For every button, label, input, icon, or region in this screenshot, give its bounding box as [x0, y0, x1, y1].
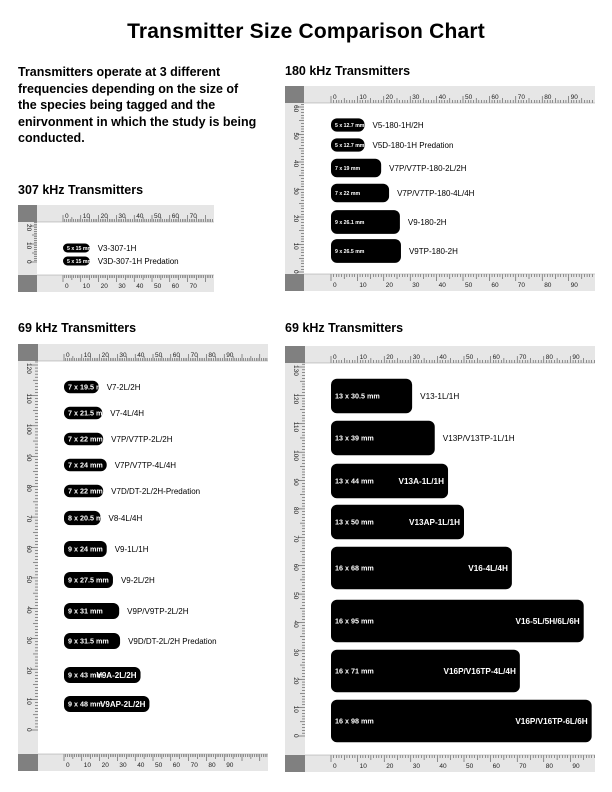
transmitter-model: V9-1L/1H	[114, 544, 149, 554]
ruler-label-side: 20	[292, 215, 299, 223]
transmitter-row	[64, 459, 176, 471]
transmitter-row	[63, 257, 179, 266]
ruler-label-top: 70	[190, 352, 198, 359]
ruler-label-side: 0	[292, 734, 299, 738]
transmitter-size: 5 x 15 mm	[67, 258, 93, 265]
transmitter-row	[331, 379, 459, 414]
ruler-label-top: 60	[492, 354, 500, 361]
ruler-label-bottom: 40	[438, 282, 446, 289]
transmitter-size: 9 x 27.5 mm	[68, 575, 109, 585]
panel-307-khz	[18, 205, 214, 292]
transmitter-row	[64, 407, 144, 419]
ruler-label-bottom: 20	[101, 762, 109, 769]
transmitter-row	[64, 633, 217, 649]
page-title: Transmitter Size Comparison Chart	[127, 20, 485, 43]
ruler-corner	[18, 205, 37, 222]
transmitter-model: V13-1L/1H	[420, 391, 460, 401]
transmitter-row	[64, 603, 189, 619]
ruler-label-bottom: 10	[82, 283, 91, 290]
ruler-label-side: 0	[25, 728, 32, 732]
transmitter-model: V7D/DT-2L/2H-Predation	[111, 486, 201, 496]
ruler-label-side: 90	[25, 454, 32, 462]
transmitter-model: V13AP-1L/1H	[409, 517, 460, 527]
ruler-label-bottom: 30	[412, 763, 421, 770]
ruler-label-top: 0	[65, 213, 69, 220]
bottom-ruler	[18, 275, 214, 292]
ruler-label-bottom: 70	[190, 762, 198, 769]
transmitter-size: 7 x 21.5 mm	[68, 408, 109, 418]
ruler-label-top: 80	[545, 354, 554, 361]
ruler-label-side: 80	[292, 506, 299, 515]
ruler-label-top: 0	[333, 354, 337, 361]
transmitter-row	[331, 159, 467, 177]
ruler-label-bottom: 70	[519, 763, 527, 770]
transmitter-size: 16 x 68 mm	[335, 563, 374, 573]
ruler-label-bottom: 70	[189, 283, 197, 290]
transmitter-row	[64, 511, 143, 525]
transmitter-row	[331, 464, 448, 499]
transmitter-model: V7P/V7TP-4L/4H	[114, 460, 177, 470]
transmitter-size: 9 x 24 mm	[68, 544, 103, 554]
ruler-label-top: 70	[189, 213, 197, 220]
ruler-label-top: 80	[544, 94, 552, 101]
transmitter-size: 7 x 24 mm	[68, 460, 103, 470]
ruler-label-top: 40	[137, 352, 145, 359]
ruler-label-side: 60	[292, 563, 299, 571]
ruler-label-bottom: 90	[226, 762, 234, 769]
ruler-label-side: 70	[25, 515, 32, 523]
transmitter-model: V8-4L/4H	[108, 513, 143, 523]
ruler-label-top: 20	[385, 94, 394, 101]
transmitter-size: 5 x 12.7 mm	[335, 142, 365, 149]
ruler-label-bottom: 50	[466, 763, 474, 770]
transmitter-size: 7 x 22 mm	[68, 486, 103, 496]
transmitter-row	[331, 505, 464, 540]
transmitter-model: V7P/V7TP-180-2L/2H	[389, 163, 467, 173]
ruler-label-bottom: 20	[386, 763, 394, 770]
ruler-label-bottom: 90	[570, 282, 578, 289]
transmitter-model: V9-2L/2H	[120, 575, 155, 585]
transmitter-model: V13A-1L/1H	[398, 476, 445, 486]
ruler-corner	[285, 755, 305, 772]
ruler-label-top: 40	[136, 213, 144, 220]
ruler-label-bottom: 50	[155, 762, 163, 769]
transmitter-size: 7 x 19.5 mm	[68, 382, 109, 392]
transmitter-row	[331, 210, 447, 234]
ruler-label-top: 10	[359, 94, 367, 101]
top-ruler	[18, 205, 214, 222]
ruler-label-top: 40	[439, 354, 447, 361]
ruler-label-side: 0	[292, 270, 299, 274]
transmitter-size: 9 x 48 mm	[68, 699, 103, 709]
ruler-label-bottom: 0	[66, 762, 70, 769]
ruler-label-bottom: 70	[517, 282, 526, 289]
ruler-label-bottom: 0	[333, 282, 337, 289]
ruler-chart-180	[285, 86, 595, 291]
ruler-label-bottom: 80	[545, 763, 554, 770]
ruler-corner	[18, 344, 38, 361]
ruler-label-bottom: 20	[385, 282, 394, 289]
transmitter-row	[331, 184, 475, 202]
ruler-label-side: 130	[292, 365, 299, 376]
ruler-chart-69a	[18, 344, 268, 771]
ruler-label-bottom: 10	[359, 763, 367, 770]
ruler-label-bottom: 30	[412, 282, 420, 289]
transmitter-row	[63, 244, 137, 253]
ruler-label-bottom: 40	[439, 763, 447, 770]
ruler-label-side: 40	[292, 160, 299, 168]
ruler-label-side: 20	[25, 667, 32, 675]
transmitter-size: 13 x 50 mm	[335, 517, 374, 527]
transmitter-model: V9TP-180-2H	[408, 246, 458, 256]
transmitter-size: 7 x 19 mm	[335, 165, 361, 172]
ruler-label-side: 10	[292, 705, 299, 713]
ruler-label-bottom: 50	[154, 283, 162, 290]
ruler-label-top: 0	[333, 94, 337, 101]
transmitter-size: 7 x 22 mm	[335, 190, 361, 197]
transmitter-model: V5-180-1H/2H	[372, 120, 424, 130]
ruler-label-top: 90	[226, 352, 234, 359]
ruler-label-top: 30	[412, 94, 420, 101]
transmitter-model: V9AP-2L/2H	[100, 699, 146, 709]
ruler-label-side: 50	[25, 575, 32, 584]
transmitter-model: V5D-180-1H Predation	[372, 140, 454, 150]
transmitter-model: V9D/DT-2L/2H Predation	[128, 636, 217, 646]
transmitter-model: V7P/V7TP-2L/2H	[111, 434, 173, 444]
transmitter-row	[331, 138, 453, 151]
ruler-label-side: 10	[292, 242, 299, 250]
ruler-label-top: 10	[82, 213, 91, 220]
transmitter-size: 8 x 20.5 mm	[68, 513, 109, 523]
ruler-label-top: 20	[386, 354, 394, 361]
transmitter-size: 7 x 22 mm	[68, 434, 103, 444]
ruler-label-side: 30	[292, 187, 299, 195]
transmitter-size: 13 x 44 mm	[335, 476, 374, 486]
transmitter-model: V16-4L/4H	[468, 563, 508, 573]
transmitter-size: 9 x 26.1 mm	[335, 219, 365, 226]
transmitter-model: V13P/V13TP-1L/1H	[442, 433, 515, 443]
ruler-label-top: 50	[154, 213, 162, 220]
transmitter-model: V9A-2L/2H	[96, 670, 137, 680]
ruler-label-side: 40	[292, 620, 299, 628]
transmitter-size: 9 x 26.5 mm	[335, 248, 365, 255]
ruler-label-top: 10	[359, 354, 367, 361]
ruler-label-bottom: 60	[492, 763, 500, 770]
ruler-label-bottom: 10	[359, 282, 367, 289]
transmitter-model: V16-5L/5H/6L/6H	[515, 616, 580, 626]
transmitter-row	[331, 239, 458, 263]
transmitter-size: 9 x 43 mm	[68, 670, 103, 680]
ruler-label-top: 50	[466, 354, 474, 361]
ruler-corner	[285, 346, 305, 363]
transmitter-size: 9 x 31.5 mm	[68, 636, 109, 646]
ruler-label-side: 70	[292, 535, 299, 543]
transmitter-model: V7-4L/4H	[110, 408, 145, 418]
ruler-label-bottom: 30	[119, 762, 127, 769]
section-heading-69-large: 69 kHz Transmitters	[285, 321, 404, 335]
ruler-label-side: 20	[292, 677, 299, 685]
section-heading-69-small: 69 kHz Transmitters	[18, 321, 137, 335]
ruler-label-top: 40	[438, 94, 446, 101]
ruler-label-side: 50	[292, 132, 299, 140]
ruler-label-bottom: 60	[172, 762, 181, 769]
ruler-label-top: 30	[118, 213, 126, 220]
transmitter-row	[331, 421, 515, 456]
panel-180-khz	[285, 86, 595, 291]
ruler-label-side: 0	[25, 260, 32, 264]
ruler-label-side: 20	[25, 224, 32, 232]
transmitter-row	[331, 600, 584, 643]
ruler-label-top: 30	[412, 354, 421, 361]
ruler-label-side: 120	[25, 363, 32, 374]
section-heading-180: 180 kHz Transmitters	[285, 64, 411, 78]
ruler-label-side: 40	[25, 606, 32, 614]
transmitter-model: V16P/V16TP-6L/6H	[515, 716, 588, 726]
panel-69-khz-large	[285, 346, 595, 772]
transmitter-model: V7-2L/2H	[106, 382, 141, 392]
ruler-label-top: 10	[83, 352, 92, 359]
ruler-label-side: 100	[25, 423, 32, 435]
ruler-label-bottom: 50	[465, 282, 473, 289]
ruler-label-side: 10	[25, 242, 32, 250]
transmitter-row	[331, 118, 424, 131]
ruler-label-bottom: 10	[83, 762, 92, 769]
ruler-corner	[285, 274, 304, 291]
transmitter-size: 16 x 95 mm	[335, 616, 374, 626]
ruler-label-top: 60	[491, 94, 499, 101]
ruler-label-top: 90	[570, 94, 578, 101]
transmitter-model: V7P/V7TP-180-4L/4H	[397, 188, 475, 198]
ruler-label-bottom: 30	[118, 283, 126, 290]
ruler-label-side: 60	[25, 545, 32, 553]
ruler-label-bottom: 20	[100, 283, 108, 290]
ruler-label-top: 50	[465, 94, 473, 101]
transmitter-row	[331, 650, 520, 693]
ruler-corner	[285, 86, 304, 103]
ruler-label-top: 0	[66, 352, 70, 359]
ruler-label-side: 100	[292, 450, 299, 462]
ruler-label-bottom: 40	[136, 283, 144, 290]
transmitter-model: V16P/V16TP-4L/4H	[443, 666, 516, 676]
ruler-label-top: 20	[100, 213, 108, 220]
ruler-chart-307	[18, 205, 214, 292]
ruler-label-side: 60	[292, 105, 299, 113]
ruler-label-side: 50	[292, 592, 299, 600]
ruler-label-side: 80	[25, 484, 32, 492]
ruler-label-bottom: 80	[544, 282, 552, 289]
ruler-label-top: 20	[101, 352, 109, 359]
ruler-label-bottom: 0	[65, 283, 69, 290]
transmitter-size: 9 x 31 mm	[68, 606, 103, 616]
ruler-label-side: 10	[25, 697, 32, 705]
ruler-label-top: 50	[155, 352, 163, 359]
ruler-label-top: 80	[208, 352, 216, 359]
ruler-label-side: 30	[25, 636, 32, 644]
section-heading-307: 307 kHz Transmitters	[18, 183, 144, 197]
transmitter-model: V9P/V9TP-2L/2H	[127, 606, 189, 616]
transmitter-row	[331, 700, 592, 743]
transmitter-model: V3D-307-1H Predation	[97, 256, 179, 266]
ruler-label-side: 110	[25, 393, 32, 404]
ruler-label-side: 120	[292, 393, 299, 405]
transmitter-row	[64, 667, 141, 683]
ruler-label-top: 60	[171, 213, 180, 220]
ruler-label-top: 70	[519, 354, 527, 361]
transmitter-model: V3-307-1H	[97, 243, 137, 253]
side-ruler	[18, 344, 38, 771]
transmitter-row	[64, 696, 149, 712]
transmitter-row	[64, 485, 200, 497]
intro-text: Transmitters operate at 3 different frequencies depending on the size of the species being tagged and the enirvonment in which the study is being conducted.	[18, 65, 257, 145]
transmitter-row	[64, 381, 141, 393]
ruler-label-bottom: 60	[171, 283, 180, 290]
transmitter-size: 16 x 71 mm	[335, 666, 374, 676]
transmitter-row	[64, 433, 173, 445]
transmitter-size: 5 x 15 mm	[67, 245, 93, 252]
ruler-label-bottom: 0	[333, 763, 337, 770]
ruler-label-top: 60	[172, 352, 181, 359]
transmitter-size: 5 x 12.7 mm	[335, 122, 365, 129]
ruler-label-side: 90	[292, 478, 299, 486]
ruler-label-bottom: 90	[572, 763, 580, 770]
ruler-corner	[18, 275, 37, 292]
transmitter-size: 16 x 98 mm	[335, 716, 374, 726]
ruler-label-side: 30	[292, 648, 299, 657]
ruler-chart-69b	[285, 346, 595, 772]
transmitter-row	[331, 547, 512, 590]
ruler-label-bottom: 40	[137, 762, 145, 769]
transmitter-size: 13 x 30.5 mm	[335, 391, 380, 401]
ruler-label-top: 30	[119, 352, 127, 359]
ruler-label-top: 70	[517, 94, 526, 101]
ruler-label-side: 110	[292, 421, 299, 433]
ruler-label-bottom: 80	[208, 762, 216, 769]
ruler-label-bottom: 60	[491, 282, 499, 289]
ruler-label-top: 90	[572, 354, 580, 361]
transmitter-size: 13 x 39 mm	[335, 433, 374, 443]
transmitter-row	[64, 541, 149, 557]
transmitter-row	[64, 572, 155, 588]
panel-69-khz-small	[18, 344, 268, 771]
ruler-corner	[18, 754, 38, 771]
transmitter-model: V9-180-2H	[407, 217, 447, 227]
